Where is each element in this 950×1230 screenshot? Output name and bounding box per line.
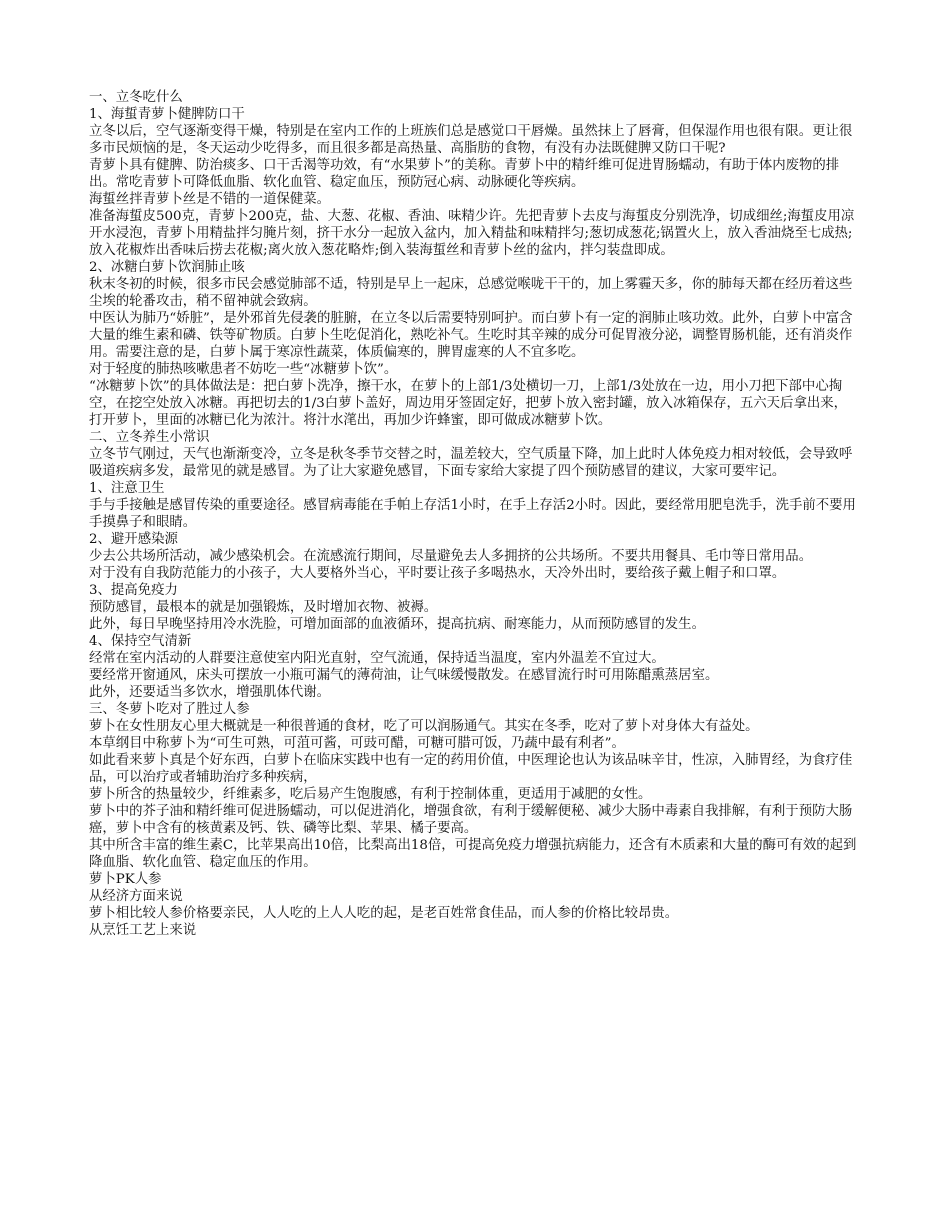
paragraph: 其中所含丰富的维生素C，比苹果高出10倍，比梨高出18倍，可提高免疫力增强抗病能力，还含有木质素和大量的酶可有效的起到降血脂、软化血管、稳定血压的作用。 [89, 838, 857, 870]
paragraph: 少去公共场所活动，减少感染机会。在流感流行期间，尽量避免去人多拥挤的公共场所。不要共用餐具、毛巾等日常用品。 [89, 549, 813, 564]
section-heading: 二、立冬养生小常识 [89, 430, 210, 445]
subheading: 萝卜PK人参 [89, 872, 162, 887]
paragraph: 预防感冒，最根本的就是加强锻炼，及时增加衣物、被褥。 [89, 600, 438, 615]
section-heading: 三、冬萝卜吃对了胜过人参 [89, 702, 250, 717]
section-heading: 一、立冬吃什么 [89, 90, 183, 105]
paragraph: 立冬节气刚过，天气也渐渐变冷，立冬是秋冬季节交替之时，温差较大，空气质量下降，加上此时人体免疫力相对较低，会导致呼吸道疾病多发，最常见的就是感冒。为了让大家避免感冒，下面专家给大家提了四个预防感冒的建议，大家可要牢记。 [89, 447, 853, 479]
paragraph: 手与手接触是感冒传染的重要途径。感冒病毒能在手帕上存活1小时，在手上存活2小时。因此，要经常用肥皂洗手，洗手前不要用手摸鼻子和眼睛。 [89, 498, 856, 530]
paragraph: 本草纲目中称萝卜为“可生可熟，可菹可酱，可豉可醋，可糖可腊可饭，乃蔬中最有利者”。 [89, 736, 625, 751]
paragraph: 立冬以后，空气逐渐变得干燥，特别是在室内工作的上班族们总是感觉口干唇燥。虽然抹上了唇膏，但保湿作用也很有限。更让很多市民烦恼的是，冬天运动少吃得多，而且很多都是高热量、高脂肪的食物，有没有办法既健脾又防口干呢? [89, 124, 853, 156]
paragraph: 经常在室内活动的人群要注意使室内阳光直射，空气流通，保持适当温度，室内外温差不宜过大。 [89, 651, 665, 666]
subheading: 1、海蜇青萝卜健脾防口干 [89, 107, 245, 122]
subheading: 3、提高免疫力 [89, 583, 178, 598]
subheading: 从烹饪工艺上来说 [89, 923, 197, 938]
document-body [89, 89, 859, 939]
paragraph: 此外，还要适当多饮水，增强肌体代谢。 [89, 685, 331, 700]
subheading: 1、注意卫生 [89, 481, 165, 496]
subheading: 从经济方面来说 [89, 889, 183, 904]
paragraph: 萝卜相比较人参价格要亲民，人人吃的上人人吃的起，是老百姓常食佳品，而人参的价格比较昂贵。 [89, 906, 679, 921]
subheading: 4、保持空气清新 [89, 634, 192, 649]
paragraph: 海蜇丝拌青萝卜丝是不错的一道保健菜。 [89, 192, 331, 207]
paragraph: 要经常开窗通风，床头可摆放一小瓶可漏气的薄荷油，让气味缓慢散发。在感冒流行时可用陈醋熏蒸居室。 [89, 668, 719, 683]
paragraph: 对于轻度的肺热咳嗽患者不妨吃一些“冰糖萝卜饮”。 [89, 362, 398, 377]
paragraph: 准备海蜇皮500克，青萝卜200克，盐、大葱、花椒、香油、味精少许。先把青萝卜去皮与海蜇皮分别洗净，切成细丝;海蜇皮用凉开水浸泡，青萝卜用精盐拌匀腌片刻，挤干水分一起放入盆内，加入精盐和味精拌匀;葱切成葱花;锅置火上，放入香油烧至七成热;放入花椒炸出香味后捞去花椒;离火放入葱花略炸;倒入装海蜇丝和青萝卜丝的盆内，拌匀装盘即成。 [89, 209, 855, 258]
paragraph: 如此看来萝卜真是个好东西，白萝卜在临床实践中也有一定的药用价值，中医理论也认为该品味辛甘，性凉，入肺胃经，为食疗佳品，可以治疗或者辅助治疗多种疾病， [89, 753, 853, 785]
paragraph: 对于没有自我防范能力的小孩子，大人要格外当心，平时要让孩子多喝热水，天冷外出时，要给孩子戴上帽子和口罩。 [89, 566, 786, 581]
paragraph: 中医认为肺乃“娇脏”，是外邪首先侵袭的脏腑，在立冬以后需要特别呵护。而白萝卜有一定的润肺止咳功效。此外，白萝卜中富含大量的维生素和磷、铁等矿物质。白萝卜生吃促消化，熟吃补气。生吃时其辛辣的成分可促胃液分泌，调整胃肠机能，还有消炎作用。需要注意的是，白萝卜属于寒凉性蔬菜，体质偏寒的，脾胃虚寒的人不宜多吃。 [89, 311, 853, 360]
paragraph: 此外，每日早晚坚持用冷水洗脸，可增加面部的血液循环，提高抗病、耐寒能力，从而预防感冒的发生。 [89, 617, 705, 632]
paragraph: 萝卜在女性朋友心里大概就是一种很普通的食材，吃了可以润肠通气。其实在冬季，吃对了萝卜对身体大有益处。 [89, 719, 759, 734]
subheading: 2、冰糖白萝卜饮润肺止咳 [89, 260, 245, 275]
paragraph: “冰糖萝卜饮”的具体做法是：把白萝卜洗净，擦干水，在萝卜的上部1/3处横切一刀，上部1/3处放在一边，用小刀把下部中心掏空，在挖空处放入冰糖。再把切去的1/3白萝卜盖好，周边用牙签固定好，把萝卜放入密封罐，放入冰箱保存，五六天后拿出来，打开萝卜，里面的冰糖已化为浓汁。将汁水滗出，再加少许蜂蜜，即可做成冰糖萝卜饮。 [89, 379, 848, 428]
paragraph: 萝卜所含的热量较少，纤维素多，吃后易产生饱腹感，有利于控制体重，更适用于减肥的女性。 [89, 787, 652, 802]
paragraph: 秋末冬初的时候，很多市民会感觉肺部不适，特别是早上一起床，总感觉喉咙干干的，加上雾霾天多，你的肺每天都在经历着这些尘埃的轮番攻击，稍不留神就会致病。 [89, 277, 853, 309]
paragraph: 萝卜中的芥子油和精纤维可促进肠蠕动，可以促进消化，增强食欲，有利于缓解便秘、减少大肠中毒素自我排解，有利于预防大肠癌，萝卜中含有的核黄素及钙、铁、磷等比梨、苹果、橘子要高。 [89, 804, 853, 836]
subheading: 2、避开感染源 [89, 532, 178, 547]
paragraph: 青萝卜具有健脾、防治痰多、口干舌渴等功效，有“水果萝卜”的美称。青萝卜中的精纤维可促进胃肠蠕动，有助于体内废物的排出。常吃青萝卜可降低血脂、软化血管、稳定血压，预防冠心病、动脉硬化等疾病。 [89, 158, 840, 190]
